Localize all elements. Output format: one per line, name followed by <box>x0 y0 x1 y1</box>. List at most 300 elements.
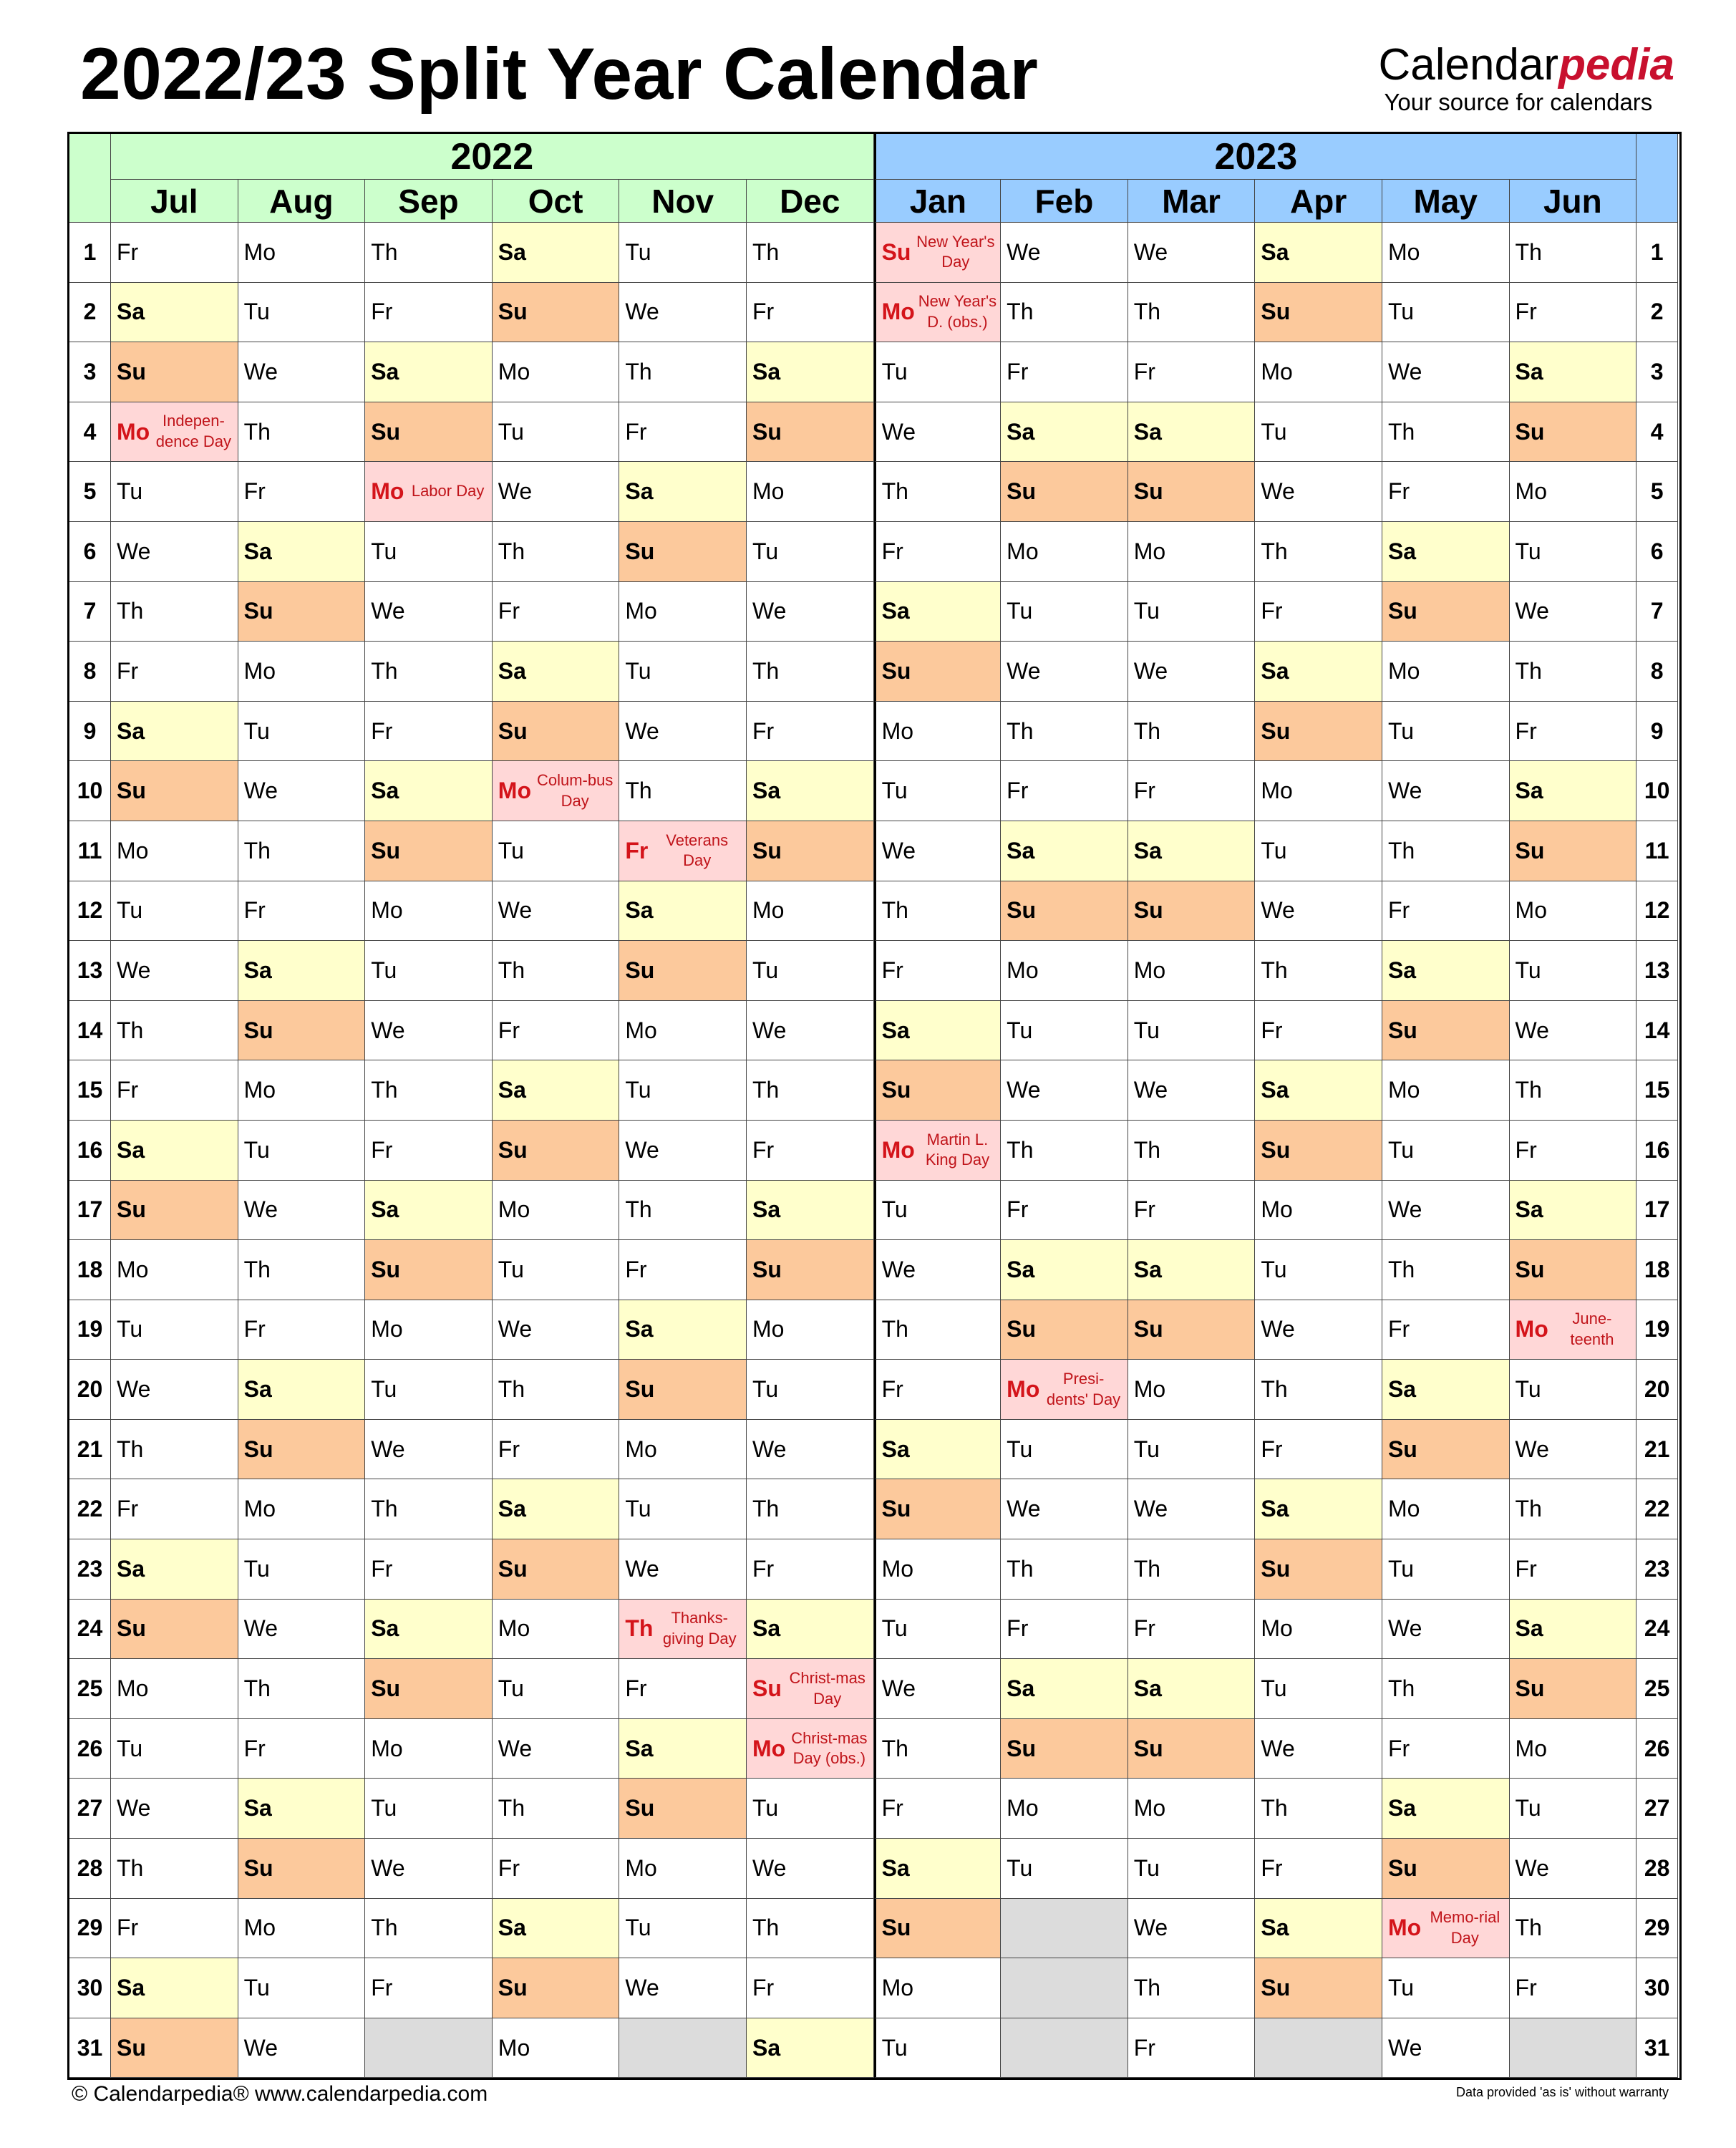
day-cell[interactable] <box>493 283 620 343</box>
day-cell[interactable] <box>365 881 493 942</box>
day-cell[interactable] <box>238 702 366 762</box>
holiday-cell[interactable] <box>111 402 238 463</box>
day-cell[interactable] <box>493 223 620 283</box>
day-cell[interactable] <box>1510 283 1637 343</box>
holiday-cell[interactable] <box>874 223 1002 283</box>
day-cell[interactable] <box>493 1121 620 1181</box>
day-cell[interactable] <box>1510 1899 1637 1959</box>
day-cell[interactable] <box>493 1060 620 1121</box>
day-cell[interactable] <box>1128 1719 1256 1779</box>
day-cell[interactable] <box>111 1839 238 1899</box>
day-cell[interactable] <box>111 821 238 881</box>
day-cell[interactable] <box>1128 1779 1256 1839</box>
day-cell[interactable] <box>493 1420 620 1480</box>
day-cell[interactable] <box>111 1539 238 1600</box>
day-cell[interactable] <box>111 522 238 582</box>
holiday-cell[interactable] <box>1510 1300 1637 1360</box>
day-cell[interactable] <box>493 1958 620 2018</box>
day-cell[interactable] <box>238 582 366 642</box>
day-cell[interactable] <box>1128 582 1256 642</box>
day-cell[interactable] <box>1382 1121 1510 1181</box>
day-cell[interactable] <box>1001 1479 1128 1539</box>
day-cell[interactable] <box>1128 821 1256 881</box>
day-cell[interactable] <box>111 761 238 821</box>
day-cell[interactable] <box>874 1600 1002 1660</box>
day-cell[interactable] <box>1382 702 1510 762</box>
day-cell[interactable] <box>111 582 238 642</box>
day-cell[interactable] <box>365 941 493 1001</box>
day-cell[interactable] <box>238 1719 366 1779</box>
day-cell[interactable] <box>874 1779 1002 1839</box>
day-cell[interactable] <box>238 1121 366 1181</box>
day-cell[interactable] <box>1382 1001 1510 1061</box>
day-cell[interactable] <box>493 522 620 582</box>
day-cell[interactable] <box>111 1240 238 1300</box>
day-cell[interactable] <box>238 1899 366 1959</box>
day-cell[interactable] <box>1255 1958 1382 2018</box>
day-cell[interactable] <box>493 702 620 762</box>
day-cell[interactable] <box>1382 1779 1510 1839</box>
day-cell[interactable] <box>1382 881 1510 942</box>
day-cell[interactable] <box>619 1719 747 1779</box>
day-cell[interactable] <box>619 1300 747 1360</box>
day-cell[interactable] <box>1510 1779 1637 1839</box>
holiday-cell[interactable] <box>874 1121 1002 1181</box>
holiday-cell[interactable] <box>365 462 493 522</box>
day-cell[interactable] <box>111 1479 238 1539</box>
day-cell[interactable] <box>1510 1958 1637 2018</box>
day-cell[interactable] <box>365 1420 493 1480</box>
day-cell[interactable] <box>1001 1420 1128 1480</box>
day-cell[interactable] <box>238 2018 366 2079</box>
day-cell[interactable] <box>1128 223 1256 283</box>
holiday-cell[interactable] <box>1001 1360 1128 1420</box>
day-cell[interactable] <box>1001 642 1128 702</box>
day-cell[interactable] <box>1382 1600 1510 1660</box>
day-cell[interactable] <box>493 1659 620 1719</box>
day-cell[interactable] <box>1001 1240 1128 1300</box>
day-cell[interactable] <box>747 582 874 642</box>
day-cell[interactable] <box>1128 1839 1256 1899</box>
day-cell[interactable] <box>1382 642 1510 702</box>
day-cell[interactable] <box>1001 1181 1128 1241</box>
day-cell[interactable] <box>747 941 874 1001</box>
day-cell[interactable] <box>238 642 366 702</box>
day-cell[interactable] <box>1510 1659 1637 1719</box>
day-cell[interactable] <box>874 1420 1002 1480</box>
day-cell[interactable] <box>1001 702 1128 762</box>
day-cell[interactable] <box>1510 702 1637 762</box>
day-cell[interactable] <box>1382 1420 1510 1480</box>
day-cell[interactable] <box>238 462 366 522</box>
day-cell[interactable] <box>1255 1539 1382 1600</box>
day-cell[interactable] <box>1128 1240 1256 1300</box>
day-cell[interactable] <box>1510 582 1637 642</box>
day-cell[interactable] <box>111 1060 238 1121</box>
day-cell[interactable] <box>619 1001 747 1061</box>
day-cell[interactable] <box>619 522 747 582</box>
footer-copyright[interactable]: © Calendarpedia® www.calendarpedia.com <box>72 2082 488 2106</box>
day-cell[interactable] <box>365 1958 493 2018</box>
day-cell[interactable] <box>874 642 1002 702</box>
day-cell[interactable] <box>365 1121 493 1181</box>
day-cell[interactable] <box>619 702 747 762</box>
day-cell[interactable] <box>493 1899 620 1959</box>
day-cell[interactable] <box>365 283 493 343</box>
day-cell[interactable] <box>1382 1539 1510 1600</box>
day-cell[interactable] <box>1255 1719 1382 1779</box>
day-cell[interactable] <box>365 1839 493 1899</box>
day-cell[interactable] <box>1382 522 1510 582</box>
day-cell[interactable] <box>1001 1600 1128 1660</box>
day-cell[interactable] <box>619 941 747 1001</box>
day-cell[interactable] <box>874 1899 1002 1959</box>
day-cell[interactable] <box>1128 642 1256 702</box>
day-cell[interactable] <box>1001 402 1128 463</box>
day-cell[interactable] <box>111 1719 238 1779</box>
day-cell[interactable] <box>747 1240 874 1300</box>
day-cell[interactable] <box>1382 1240 1510 1300</box>
day-cell[interactable] <box>619 1060 747 1121</box>
day-cell[interactable] <box>1510 821 1637 881</box>
day-cell[interactable] <box>619 1420 747 1480</box>
day-cell[interactable] <box>365 1479 493 1539</box>
day-cell[interactable] <box>493 1300 620 1360</box>
day-cell[interactable] <box>1255 1600 1382 1660</box>
day-cell[interactable] <box>365 821 493 881</box>
day-cell[interactable] <box>1255 761 1382 821</box>
day-cell[interactable] <box>1382 1659 1510 1719</box>
day-cell[interactable] <box>365 223 493 283</box>
day-cell[interactable] <box>1128 1360 1256 1420</box>
day-cell[interactable] <box>874 702 1002 762</box>
day-cell[interactable] <box>1255 1420 1382 1480</box>
day-cell[interactable] <box>1255 1479 1382 1539</box>
day-cell[interactable] <box>1510 1060 1637 1121</box>
day-cell[interactable] <box>1510 223 1637 283</box>
day-cell[interactable] <box>619 462 747 522</box>
day-cell[interactable] <box>1128 2018 1256 2079</box>
day-cell[interactable] <box>238 1600 366 1660</box>
day-cell[interactable] <box>238 1479 366 1539</box>
day-cell[interactable] <box>1255 1659 1382 1719</box>
day-cell[interactable] <box>238 1300 366 1360</box>
day-cell[interactable] <box>747 1001 874 1061</box>
day-cell[interactable] <box>111 1360 238 1420</box>
day-cell[interactable] <box>493 1360 620 1420</box>
day-cell[interactable] <box>365 1300 493 1360</box>
day-cell[interactable] <box>619 1360 747 1420</box>
day-cell[interactable] <box>1001 1539 1128 1600</box>
day-cell[interactable] <box>111 1181 238 1241</box>
day-cell[interactable] <box>747 1600 874 1660</box>
day-cell[interactable] <box>747 223 874 283</box>
day-cell[interactable] <box>1128 402 1256 463</box>
day-cell[interactable] <box>493 402 620 463</box>
day-cell[interactable] <box>619 761 747 821</box>
day-cell[interactable] <box>1255 223 1382 283</box>
day-cell[interactable] <box>1001 761 1128 821</box>
day-cell[interactable] <box>238 1360 366 1420</box>
day-cell[interactable] <box>1382 462 1510 522</box>
day-cell[interactable] <box>1001 1719 1128 1779</box>
day-cell[interactable] <box>1001 342 1128 402</box>
day-cell[interactable] <box>1255 522 1382 582</box>
day-cell[interactable] <box>365 342 493 402</box>
day-cell[interactable] <box>747 821 874 881</box>
day-cell[interactable] <box>1128 1600 1256 1660</box>
day-cell[interactable] <box>493 881 620 942</box>
day-cell[interactable] <box>111 1899 238 1959</box>
day-cell[interactable] <box>1001 1839 1128 1899</box>
day-cell[interactable] <box>111 941 238 1001</box>
day-cell[interactable] <box>874 1360 1002 1420</box>
day-cell[interactable] <box>493 642 620 702</box>
day-cell[interactable] <box>1255 1181 1382 1241</box>
day-cell[interactable] <box>747 761 874 821</box>
day-cell[interactable] <box>1255 1360 1382 1420</box>
day-cell[interactable] <box>1382 821 1510 881</box>
day-cell[interactable] <box>1128 1300 1256 1360</box>
day-cell[interactable] <box>111 223 238 283</box>
day-cell[interactable] <box>1382 402 1510 463</box>
day-cell[interactable] <box>619 1181 747 1241</box>
day-cell[interactable] <box>1001 1300 1128 1360</box>
day-cell[interactable] <box>493 1539 620 1600</box>
day-cell[interactable] <box>238 283 366 343</box>
day-cell[interactable] <box>111 881 238 942</box>
day-cell[interactable] <box>493 1479 620 1539</box>
day-cell[interactable] <box>365 1600 493 1660</box>
day-cell[interactable] <box>1255 1300 1382 1360</box>
day-cell[interactable] <box>1128 761 1256 821</box>
day-cell[interactable] <box>874 761 1002 821</box>
day-cell[interactable] <box>874 462 1002 522</box>
day-cell[interactable] <box>238 342 366 402</box>
day-cell[interactable] <box>111 1300 238 1360</box>
day-cell[interactable] <box>111 1958 238 2018</box>
day-cell[interactable] <box>1128 1121 1256 1181</box>
day-cell[interactable] <box>111 642 238 702</box>
day-cell[interactable] <box>1128 1060 1256 1121</box>
day-cell[interactable] <box>493 1181 620 1241</box>
day-cell[interactable] <box>874 1659 1002 1719</box>
holiday-cell[interactable] <box>619 1600 747 1660</box>
day-cell[interactable] <box>1510 1001 1637 1061</box>
day-cell[interactable] <box>1128 342 1256 402</box>
day-cell[interactable] <box>238 1060 366 1121</box>
day-cell[interactable] <box>1382 1360 1510 1420</box>
day-cell[interactable] <box>111 1779 238 1839</box>
day-cell[interactable] <box>747 642 874 702</box>
day-cell[interactable] <box>111 283 238 343</box>
day-cell[interactable] <box>365 1240 493 1300</box>
day-cell[interactable] <box>619 1539 747 1600</box>
day-cell[interactable] <box>1128 1420 1256 1480</box>
day-cell[interactable] <box>238 1539 366 1600</box>
day-cell[interactable] <box>747 283 874 343</box>
day-cell[interactable] <box>1128 1479 1256 1539</box>
day-cell[interactable] <box>238 821 366 881</box>
day-cell[interactable] <box>238 1839 366 1899</box>
day-cell[interactable] <box>1001 462 1128 522</box>
day-cell[interactable] <box>1001 1659 1128 1719</box>
day-cell[interactable] <box>874 522 1002 582</box>
day-cell[interactable] <box>619 582 747 642</box>
day-cell[interactable] <box>1510 342 1637 402</box>
day-cell[interactable] <box>1382 1479 1510 1539</box>
day-cell[interactable] <box>1510 522 1637 582</box>
day-cell[interactable] <box>1510 1539 1637 1600</box>
day-cell[interactable] <box>1382 342 1510 402</box>
day-cell[interactable] <box>747 1420 874 1480</box>
day-cell[interactable] <box>1128 881 1256 942</box>
day-cell[interactable] <box>874 402 1002 463</box>
day-cell[interactable] <box>1510 1839 1637 1899</box>
day-cell[interactable] <box>365 1719 493 1779</box>
holiday-cell[interactable] <box>874 283 1002 343</box>
day-cell[interactable] <box>1382 223 1510 283</box>
holiday-cell[interactable] <box>747 1659 874 1719</box>
day-cell[interactable] <box>747 402 874 463</box>
day-cell[interactable] <box>1382 283 1510 343</box>
day-cell[interactable] <box>1001 1121 1128 1181</box>
day-cell[interactable] <box>493 1600 620 1660</box>
day-cell[interactable] <box>238 881 366 942</box>
day-cell[interactable] <box>238 1958 366 2018</box>
day-cell[interactable] <box>111 1659 238 1719</box>
day-cell[interactable] <box>1001 522 1128 582</box>
day-cell[interactable] <box>1255 1779 1382 1839</box>
day-cell[interactable] <box>1382 1719 1510 1779</box>
day-cell[interactable] <box>1382 2018 1510 2079</box>
day-cell[interactable] <box>1128 702 1256 762</box>
day-cell[interactable] <box>619 223 747 283</box>
day-cell[interactable] <box>238 1001 366 1061</box>
day-cell[interactable] <box>493 1839 620 1899</box>
day-cell[interactable] <box>238 1240 366 1300</box>
day-cell[interactable] <box>874 1240 1002 1300</box>
day-cell[interactable] <box>493 342 620 402</box>
day-cell[interactable] <box>874 342 1002 402</box>
day-cell[interactable] <box>1510 1181 1637 1241</box>
day-cell[interactable] <box>874 881 1002 942</box>
day-cell[interactable] <box>365 1539 493 1600</box>
day-cell[interactable] <box>1255 1060 1382 1121</box>
day-cell[interactable] <box>365 642 493 702</box>
day-cell[interactable] <box>365 1060 493 1121</box>
day-cell[interactable] <box>619 1240 747 1300</box>
day-cell[interactable] <box>1510 402 1637 463</box>
day-cell[interactable] <box>874 1001 1002 1061</box>
day-cell[interactable] <box>619 1899 747 1959</box>
day-cell[interactable] <box>874 582 1002 642</box>
day-cell[interactable] <box>365 1899 493 1959</box>
day-cell[interactable] <box>1001 1779 1128 1839</box>
day-cell[interactable] <box>493 941 620 1001</box>
day-cell[interactable] <box>1128 522 1256 582</box>
day-cell[interactable] <box>238 1779 366 1839</box>
day-cell[interactable] <box>238 223 366 283</box>
day-cell[interactable] <box>747 881 874 942</box>
day-cell[interactable] <box>619 642 747 702</box>
day-cell[interactable] <box>1001 283 1128 343</box>
day-cell[interactable] <box>619 1659 747 1719</box>
day-cell[interactable] <box>1382 941 1510 1001</box>
day-cell[interactable] <box>747 1360 874 1420</box>
day-cell[interactable] <box>1255 1240 1382 1300</box>
day-cell[interactable] <box>365 522 493 582</box>
day-cell[interactable] <box>747 702 874 762</box>
day-cell[interactable] <box>365 1181 493 1241</box>
day-cell[interactable] <box>1128 1899 1256 1959</box>
day-cell[interactable] <box>747 342 874 402</box>
day-cell[interactable] <box>1510 761 1637 821</box>
day-cell[interactable] <box>493 1779 620 1839</box>
day-cell[interactable] <box>747 1779 874 1839</box>
day-cell[interactable] <box>365 1779 493 1839</box>
day-cell[interactable] <box>1382 582 1510 642</box>
day-cell[interactable] <box>1255 582 1382 642</box>
day-cell[interactable] <box>1128 1539 1256 1600</box>
day-cell[interactable] <box>493 1719 620 1779</box>
day-cell[interactable] <box>493 582 620 642</box>
day-cell[interactable] <box>111 342 238 402</box>
day-cell[interactable] <box>111 1121 238 1181</box>
day-cell[interactable] <box>1255 941 1382 1001</box>
day-cell[interactable] <box>1255 1899 1382 1959</box>
day-cell[interactable] <box>111 1600 238 1660</box>
day-cell[interactable] <box>619 881 747 942</box>
day-cell[interactable] <box>747 1181 874 1241</box>
day-cell[interactable] <box>238 761 366 821</box>
day-cell[interactable] <box>1510 1240 1637 1300</box>
day-cell[interactable] <box>1001 582 1128 642</box>
day-cell[interactable] <box>747 462 874 522</box>
day-cell[interactable] <box>1255 1839 1382 1899</box>
day-cell[interactable] <box>1255 1121 1382 1181</box>
day-cell[interactable] <box>365 402 493 463</box>
day-cell[interactable] <box>1255 821 1382 881</box>
day-cell[interactable] <box>365 582 493 642</box>
day-cell[interactable] <box>747 1121 874 1181</box>
day-cell[interactable] <box>874 1719 1002 1779</box>
day-cell[interactable] <box>747 2018 874 2079</box>
day-cell[interactable] <box>619 342 747 402</box>
day-cell[interactable] <box>619 402 747 463</box>
day-cell[interactable] <box>747 522 874 582</box>
day-cell[interactable] <box>111 702 238 762</box>
day-cell[interactable] <box>238 1181 366 1241</box>
day-cell[interactable] <box>493 1001 620 1061</box>
day-cell[interactable] <box>1001 821 1128 881</box>
day-cell[interactable] <box>493 1240 620 1300</box>
day-cell[interactable] <box>1382 1300 1510 1360</box>
day-cell[interactable] <box>1128 283 1256 343</box>
day-cell[interactable] <box>747 1060 874 1121</box>
day-cell[interactable] <box>238 522 366 582</box>
day-cell[interactable] <box>747 1300 874 1360</box>
day-cell[interactable] <box>365 702 493 762</box>
day-cell[interactable] <box>874 821 1002 881</box>
day-cell[interactable] <box>1128 1181 1256 1241</box>
day-cell[interactable] <box>874 941 1002 1001</box>
day-cell[interactable] <box>874 1958 1002 2018</box>
day-cell[interactable] <box>493 462 620 522</box>
day-cell[interactable] <box>619 1958 747 2018</box>
day-cell[interactable] <box>1255 881 1382 942</box>
day-cell[interactable] <box>238 1420 366 1480</box>
